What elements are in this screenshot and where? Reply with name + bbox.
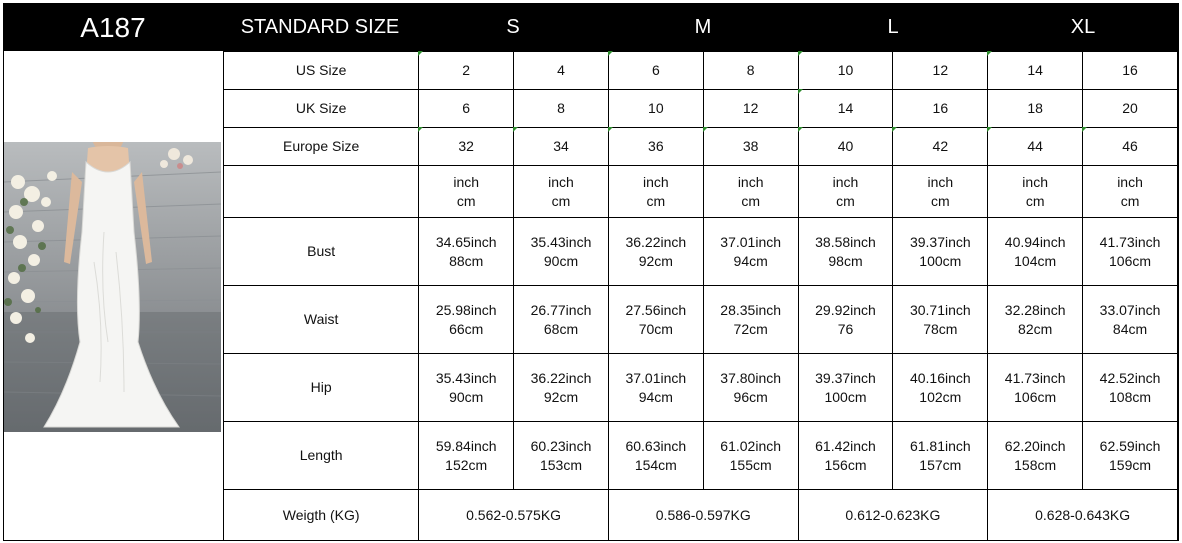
unit-cm: cm [456, 192, 476, 209]
cell: 38 [703, 128, 798, 166]
measure-cell [703, 218, 798, 286]
cell: 18 [988, 90, 1083, 128]
bust-row [224, 218, 1178, 286]
cm-value: 70cm [638, 320, 673, 337]
product-photo [4, 142, 221, 432]
cell: 40 [798, 128, 893, 166]
measure-cell [893, 354, 988, 422]
cm-value: 153cm [539, 456, 583, 473]
inch-value: 39.37inch [909, 233, 971, 250]
us-size-row [224, 52, 1178, 90]
cm-value: 82cm [1018, 320, 1053, 337]
inch-value: 28.35inch [720, 301, 782, 318]
cell: 4 [514, 52, 609, 90]
cm-value: 108cm [1109, 388, 1152, 405]
unit-cell [988, 166, 1083, 218]
cm-value: 152cm [445, 456, 488, 473]
cell: 42 [893, 128, 988, 166]
unit-cm: cm [646, 192, 666, 209]
size-m: M [694, 16, 712, 38]
measure-cell [893, 286, 988, 354]
measure-cell [703, 286, 798, 354]
measure-cell [703, 422, 798, 490]
cm-value: 159cm [1109, 456, 1152, 473]
inch-value: 41.73inch [1099, 233, 1161, 250]
cm-value: 92cm [638, 252, 673, 269]
unit-cell [514, 166, 609, 218]
unit-inch: inch [1117, 173, 1143, 190]
cell: 16 [1083, 52, 1178, 90]
cm-value: 104cm [1014, 252, 1057, 269]
measure-cell [703, 354, 798, 422]
measure-cell [608, 218, 703, 286]
waist-row [224, 286, 1178, 354]
cell: 10 [798, 52, 893, 90]
size-chart [3, 3, 1179, 541]
measure-cell [1083, 422, 1178, 490]
cm-value: 106cm [1014, 388, 1057, 405]
measure-cell [514, 422, 609, 490]
inch-value: 40.16inch [909, 369, 971, 386]
cm-value: 68cm [543, 320, 579, 337]
measure-cell [988, 286, 1083, 354]
unit-inch: inch [737, 173, 764, 190]
cell: 14 [988, 52, 1083, 90]
length-row [224, 422, 1178, 490]
row-label: Europe Size [224, 128, 419, 166]
cm-value: 100cm [824, 388, 867, 405]
inch-value: 37.01inch [625, 369, 687, 386]
cell: 36 [608, 128, 703, 166]
cell: 46 [1083, 128, 1178, 166]
unit-cm: cm [741, 192, 760, 209]
measure-cell [419, 354, 514, 422]
cell: 6 [419, 90, 514, 128]
measure-cell [514, 286, 609, 354]
inch-value: 29.92inch [815, 301, 876, 318]
unit-inch: inch [642, 173, 669, 190]
inch-value: 62.59inch [1099, 437, 1161, 454]
inch-value: 37.01inch [720, 233, 782, 250]
cm-value: 90cm [449, 388, 484, 405]
cm-value: 96cm [733, 388, 768, 405]
cell: 12 [703, 90, 798, 128]
inch-value: 26.77inch [530, 301, 592, 318]
cm-value: 76 [837, 320, 854, 337]
cell: 14 [798, 90, 893, 128]
cm-value: 154cm [634, 456, 677, 473]
measure-cell [988, 354, 1083, 422]
row-label: Length [224, 422, 419, 490]
inch-value: 25.98inch [435, 301, 497, 318]
cell: 10 [608, 90, 703, 128]
inch-value: 33.07inch [1099, 301, 1161, 318]
unit-cm: cm [836, 192, 855, 209]
measure-cell [419, 422, 514, 490]
cm-value: 88cm [449, 252, 484, 269]
unit-cell [608, 166, 703, 218]
unit-row [224, 166, 1178, 218]
product-code: A187 [80, 11, 146, 43]
inch-value: 36.22inch [625, 233, 687, 250]
unit-inch: inch [832, 173, 859, 190]
cm-value: 90cm [543, 252, 579, 269]
inch-value: 61.81inch [909, 437, 971, 454]
cm-value: 94cm [638, 388, 673, 405]
row-label [224, 166, 419, 218]
inch-value: 27.56inch [625, 301, 687, 318]
inch-value: 36.22inch [530, 369, 592, 386]
inch-value: 32.28inch [1004, 301, 1066, 318]
header-bar [4, 4, 1178, 51]
inch-value: 34.65inch [435, 233, 497, 250]
measure-cell [798, 286, 893, 354]
measure-cell [798, 354, 893, 422]
inch-value: 61.42inch [815, 437, 876, 454]
measure-cell [798, 218, 893, 286]
standard-size-label: STANDARD SIZE [240, 16, 400, 38]
hip-row [224, 354, 1178, 422]
row-label: US Size [224, 52, 419, 90]
size-s: S [506, 16, 520, 38]
cm-value: 100cm [919, 252, 962, 269]
cell: 20 [1083, 90, 1178, 128]
cm-value: 98cm [828, 252, 863, 269]
measure-cell [893, 218, 988, 286]
measure-cell [1083, 218, 1178, 286]
row-label: Weigth (KG) [224, 490, 419, 541]
weight-row [224, 490, 1178, 541]
inch-value: 42.52inch [1099, 369, 1161, 386]
unit-cm: cm [1025, 192, 1045, 209]
measure-cell [1083, 354, 1178, 422]
size-xl: XL [1070, 16, 1096, 38]
inch-value: 30.71inch [909, 301, 971, 318]
inch-value: 59.84inch [435, 437, 497, 454]
cm-value: 78cm [923, 320, 958, 337]
weight-xl: 0.628-0.643KG [988, 490, 1178, 541]
weight-m: 0.586-0.597KG [608, 490, 798, 541]
europe-size-row [224, 128, 1178, 166]
inch-value: 37.80inch [720, 369, 782, 386]
cm-value: 66cm [449, 320, 484, 337]
measure-cell [1083, 286, 1178, 354]
measure-cell [798, 422, 893, 490]
cell: 32 [419, 128, 514, 166]
row-label: Waist [224, 286, 419, 354]
inch-value: 60.23inch [530, 437, 592, 454]
uk-size-row [224, 90, 1178, 128]
measure-cell [608, 422, 703, 490]
cm-value: 156cm [824, 456, 867, 473]
unit-cm: cm [1120, 192, 1140, 209]
inch-value: 41.73inch [1004, 369, 1066, 386]
inch-value: 35.43inch [530, 233, 592, 250]
cell: 34 [514, 128, 609, 166]
cm-value: 158cm [1014, 456, 1057, 473]
inch-value: 61.02inch [720, 437, 782, 454]
cell: 8 [703, 52, 798, 90]
measure-cell [988, 422, 1083, 490]
cm-value: 157cm [919, 456, 962, 473]
inch-value: 62.20inch [1004, 437, 1066, 454]
row-label: UK Size [224, 90, 419, 128]
inch-value: 39.37inch [815, 369, 876, 386]
cm-value: 155cm [729, 456, 772, 473]
unit-inch: inch [1022, 173, 1048, 190]
unit-inch: inch [548, 173, 574, 190]
size-table [223, 51, 1178, 541]
cm-value: 72cm [733, 320, 768, 337]
row-label: Bust [224, 218, 419, 286]
cell: 44 [988, 128, 1083, 166]
unit-inch: inch [927, 173, 954, 190]
cm-value: 84cm [1112, 320, 1148, 337]
measure-cell [419, 286, 514, 354]
cm-value: 94cm [733, 252, 768, 269]
measure-cell [514, 218, 609, 286]
weight-s: 0.562-0.575KG [419, 490, 609, 541]
row-label: Hip [224, 354, 419, 422]
unit-cm: cm [930, 192, 950, 209]
measure-cell [893, 422, 988, 490]
unit-cell [1083, 166, 1178, 218]
cm-value: 106cm [1109, 252, 1152, 269]
inch-value: 40.94inch [1004, 233, 1066, 250]
inch-value: 35.43inch [435, 369, 497, 386]
cell: 6 [608, 52, 703, 90]
unit-cm: cm [551, 192, 571, 209]
measure-cell [608, 354, 703, 422]
unit-cell [798, 166, 893, 218]
size-l: L [887, 16, 899, 38]
unit-cell [703, 166, 798, 218]
cell: 16 [893, 90, 988, 128]
inch-value: 60.63inch [625, 437, 687, 454]
unit-cell [893, 166, 988, 218]
unit-inch: inch [453, 173, 480, 190]
cm-value: 92cm [543, 388, 579, 405]
cell: 2 [419, 52, 514, 90]
unit-cell [419, 166, 514, 218]
inch-value: 38.58inch [815, 233, 876, 250]
measure-cell [988, 218, 1083, 286]
cm-value: 102cm [919, 388, 962, 405]
cell: 8 [514, 90, 609, 128]
cell: 12 [893, 52, 988, 90]
measure-cell [514, 354, 609, 422]
weight-l: 0.612-0.623KG [798, 490, 988, 541]
measure-cell [419, 218, 514, 286]
measure-cell [608, 286, 703, 354]
